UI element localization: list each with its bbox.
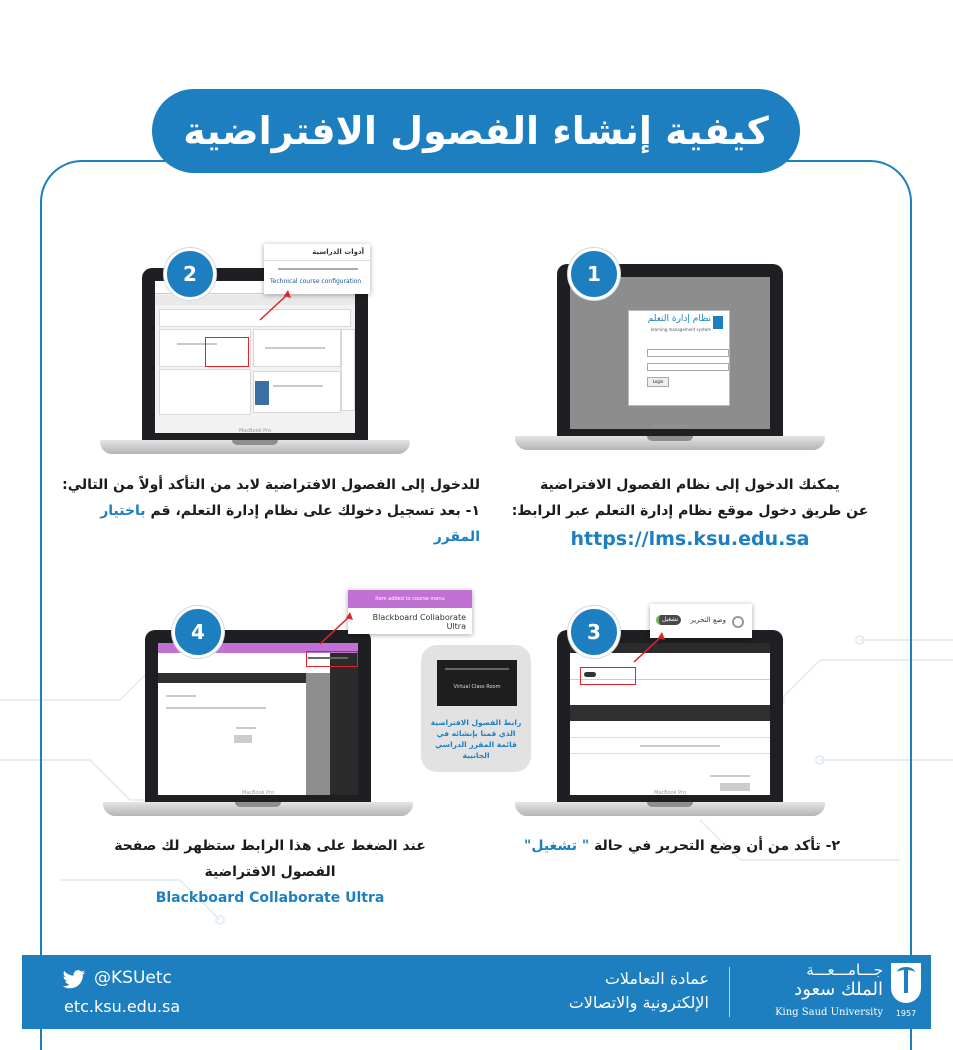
lms-login-screen	[570, 277, 770, 429]
virtual-class-link[interactable]: Virtual Class Room	[453, 684, 501, 690]
lms-link[interactable]: https://lms.ksu.edu.sa	[570, 528, 810, 550]
step-4-caption	[100, 833, 440, 911]
username-field[interactable]	[647, 349, 729, 357]
step-2-arrow	[258, 288, 298, 328]
step-4-caption-line1: عند الضغط على هذا الرابط ستظهر لك صفحة	[114, 838, 426, 854]
edit-mode-toggle[interactable]: تشغيل	[656, 615, 681, 625]
laptop-brand: MacBook Pro	[238, 428, 272, 434]
step-1-caption-line2: عن طريق دخول موقع نظام إدارة التعلم عبر الرابط:	[511, 503, 869, 519]
collaborate-ultra-title: Blackboard Collaborate Ultra	[155, 890, 385, 906]
step-1-badge: 1	[568, 248, 620, 300]
login-card	[628, 310, 730, 406]
website-link[interactable]: etc.ksu.edu.sa	[64, 997, 181, 1016]
step-3-caption-prefix: ٢- تأكد من أن وضع التحرير في حالة	[589, 838, 840, 854]
laptop-brand: MacBook Pro	[653, 790, 687, 796]
step-4-caption-line2: الفصول الافتراضية	[204, 864, 336, 880]
page-title: كيفية إنشاء الفصول الافتراضية	[152, 89, 800, 173]
popup-link[interactable]: Technical course configuration	[270, 278, 362, 285]
laptop-step-4	[103, 630, 413, 825]
deanship-line1: عمادة التعاملات	[604, 969, 709, 988]
step-4-badge: 4	[172, 606, 224, 658]
deanship-line2: الإلكترونية والاتصالات	[568, 993, 709, 1012]
step-2-caption-line2	[60, 498, 480, 550]
uni-name-en: King Saud University	[775, 1007, 883, 1018]
palm-emblem-icon	[891, 963, 921, 1003]
step-2-caption	[60, 472, 480, 550]
gear-icon[interactable]	[732, 616, 744, 628]
collaborate-popup	[348, 590, 472, 634]
laptop-brand: MacBook Pro	[653, 424, 687, 430]
course-thumbnail	[255, 381, 269, 405]
step-3-caption	[510, 833, 840, 859]
deanship-name	[569, 967, 709, 1015]
on-state-highlight: " تشغيل"	[524, 838, 590, 854]
twitter-icon[interactable]	[62, 970, 86, 990]
step-2-badge: 2	[164, 248, 216, 300]
step-1-caption	[510, 472, 870, 554]
lms-subtitle: learning management system	[650, 327, 711, 332]
virtual-class-side-card	[421, 645, 531, 772]
laptop-step-2	[100, 268, 410, 463]
edit-toggle-mini	[584, 672, 596, 677]
highlight-collaborate-link	[306, 651, 358, 667]
ksu-logo	[732, 955, 931, 1029]
twitter-handle[interactable]: @KSUetc	[94, 968, 172, 988]
side-card-caption: رابط الفصول الافتراضية الذي قمنا بإنشائه في قائمة المقرر الدراسي الجانبية	[430, 718, 522, 760]
course-list-screen	[155, 281, 355, 433]
course-menu-screen	[158, 643, 358, 795]
footer-divider	[729, 967, 730, 1017]
password-field[interactable]	[647, 363, 729, 371]
step-2-caption-prefix: ١- بعد تسجيل دخولك على نظام إدارة التعلم، قم	[145, 503, 480, 519]
established-year: 1957	[895, 1009, 917, 1018]
edit-mode-label: وضع التحرير	[690, 616, 726, 624]
footer	[22, 955, 931, 1029]
step-1-caption-line1: يمكنك الدخول إلى نظام الفصول الافتراضية	[540, 477, 840, 493]
uni-name-ar-2: الملك سعود	[794, 979, 883, 1000]
course-tools-popup	[264, 244, 370, 294]
uni-name-ar-1: جـــامـــعـــة	[806, 961, 883, 979]
step-2-caption-line1: للدخول إلى الفصول الافتراضية لابد من التأكد أولاً من التالي:	[62, 477, 480, 493]
step-4-arrow	[318, 610, 358, 650]
login-button[interactable]: Login	[647, 377, 669, 387]
step-3-arrow	[632, 628, 672, 668]
collaborate-menu-item[interactable]: Blackboard Collaborate Ultra	[372, 613, 466, 631]
select-course-highlight: باختيار المقرر	[100, 503, 480, 545]
ksu-mini-logo	[713, 316, 723, 329]
laptop-brand: MacBook Pro	[241, 790, 275, 796]
virtual-class-dark-menu	[437, 660, 517, 706]
item-added-banner: Item added to course menu	[348, 590, 472, 608]
highlight-course-box	[205, 337, 249, 367]
lms-title: نظام إدارة التعلم	[647, 314, 711, 324]
step-3-badge: 3	[568, 606, 620, 658]
popup-header: أدوات الدراسية	[264, 244, 370, 261]
laptop-step-1	[515, 264, 825, 459]
